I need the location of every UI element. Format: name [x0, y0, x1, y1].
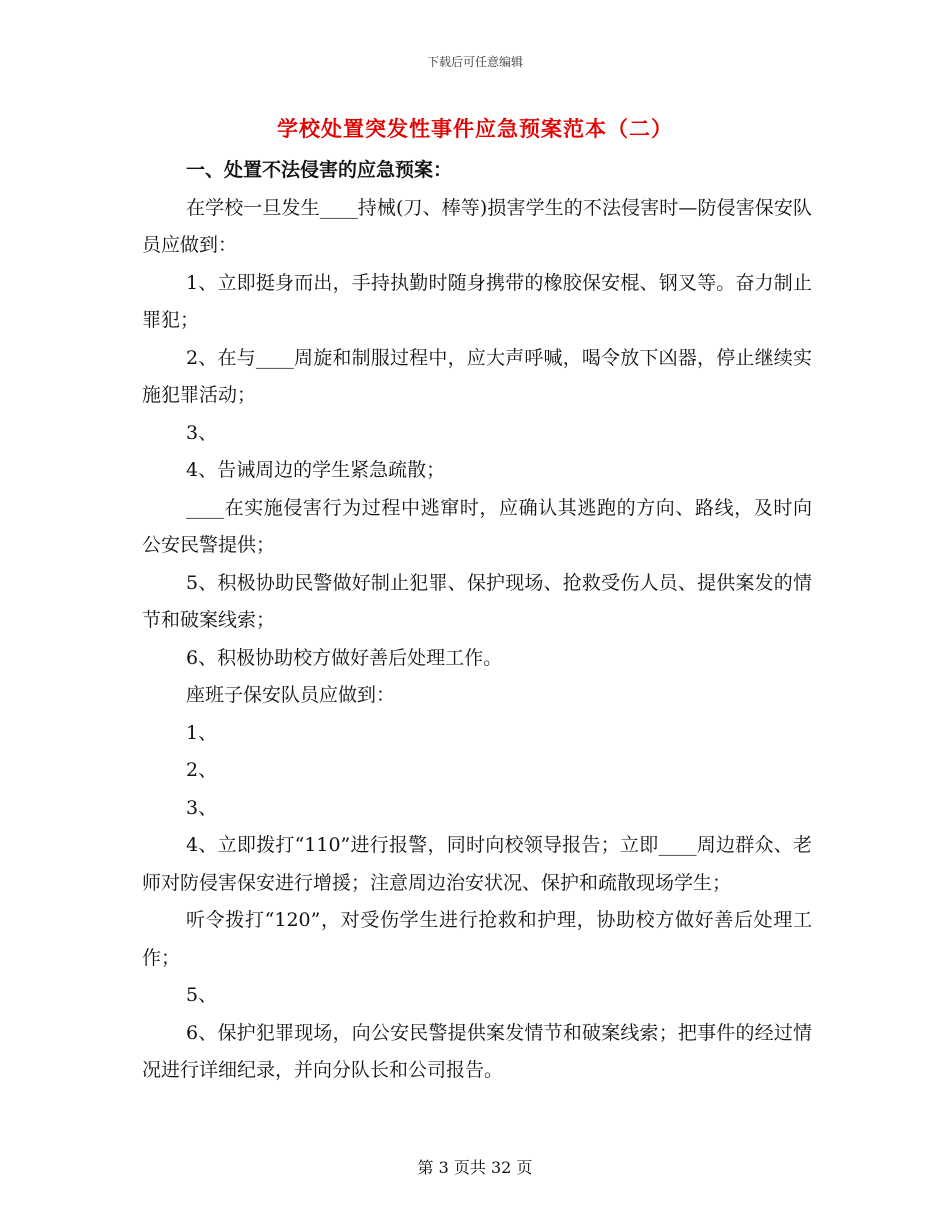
paragraph: 5、积极协助民警做好制止犯罪、保护现场、抢救受伤人员、提供案发的情节和破案线索； [142, 571, 812, 631]
paragraph: 3、 [186, 421, 218, 444]
document-body [142, 152, 812, 1090]
paragraph: 座班子保安队员应做到： [186, 684, 396, 706]
paragraph: 1、立即挺身而出，手持执勤时随身携带的橡胶保安棍、钢叉等。奋力制止罪犯； [142, 271, 812, 331]
paragraph: 听令拨打“120”，对受伤学生进行抢救和护理，协助校方做好善后处理工作； [142, 909, 812, 969]
paragraph: 6、积极协助校方做好善后处理工作。 [186, 646, 503, 669]
paragraph: 3、 [186, 796, 218, 819]
paragraph: 2、 [186, 759, 218, 781]
paragraph: 6、保护犯罪现场，向公安民警提供案发情节和破案线索；把事件的经过情况进行详细纪录，并向分队长和公司报告。 [142, 1021, 812, 1081]
paragraph: 4、立即拨打“110”进行报警，同时向校领导报告；立即____周边群众、老师对防侵害保安进行增援；注意周边治安状况、保护和疏散现场学生； [142, 834, 812, 894]
paragraph: 4、告诫周边的学生紧急疏散； [186, 459, 446, 481]
paragraph: 2、在与____周旋和制服过程中，应大声呼喊，喝令放下凶器，停止继续实施犯罪活动； [142, 346, 812, 406]
document-title: 学校处置突发性事件应急预案范本（二） [277, 116, 673, 141]
paragraph: 1、 [186, 721, 218, 744]
page-footer: 第 3 页共 32 页 [417, 1158, 533, 1177]
paragraph: 在学校一旦发生____持械(刀、棒等)损害学生的不法侵害时—防侵害保安队员应做到： [142, 196, 812, 256]
section-heading: 一、处置不法侵害的应急预案： [186, 159, 453, 181]
paragraph: ____在实施侵害行为过程中逃窜时，应确认其逃跑的方向、路线，及时向公安民警提供； [142, 496, 812, 556]
paragraph: 5、 [186, 984, 218, 1006]
page-header: 下载后可任意编辑 [426, 55, 523, 69]
